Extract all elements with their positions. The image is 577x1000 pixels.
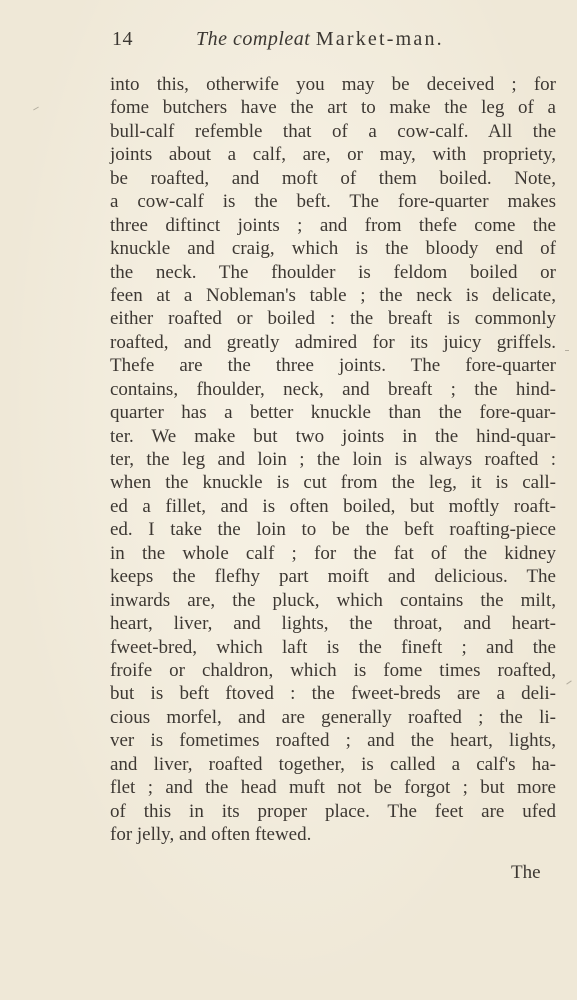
text-line: and liver, roafted together, is called a calf's ha- xyxy=(110,753,556,775)
text-line: in the whole calf ; for the fat of the kidney xyxy=(110,542,556,564)
text-line: feen at a Nobleman's table ; the neck is delicate, xyxy=(110,284,556,306)
text-line: but is beft ftoved : the fweet-breds are a deli- xyxy=(110,683,556,705)
page-number: 14 xyxy=(112,28,133,50)
text-line: three diftinct joints ; and from thefe come the xyxy=(110,214,556,236)
text-line: either roafted or boiled : the breaft is commonly xyxy=(110,308,556,330)
text-line: into this, otherwife you may be deceived ; for xyxy=(110,74,556,95)
text-line: when the knuckle is cut from the leg, it is call- xyxy=(110,472,556,494)
text-line: ed a fillet, and is often boiled, but moftly roaft- xyxy=(110,495,556,517)
catchword: The xyxy=(511,862,541,883)
text-line: ed. I take the loin to be the beft roafting-piece xyxy=(110,519,556,541)
text-line: a cow-calf is the beft. The fore-quarter makes xyxy=(110,191,556,213)
text-line: quarter has a better knuckle than the fore-quar- xyxy=(110,402,556,424)
paper-speck xyxy=(565,350,569,351)
text-line: of this in its proper place. The feet are ufed xyxy=(110,800,556,822)
body-text xyxy=(110,73,558,846)
text-line: froife or chaldron, which is fome times roafted, xyxy=(110,659,556,681)
running-title-italic: The compleat xyxy=(196,28,311,50)
text-line: knuckle and craig, which is the bloody end of xyxy=(110,238,556,260)
running-title-caps: Market-man. xyxy=(315,28,444,50)
text-line: keeps the flefhy part moift and delicious. The xyxy=(110,566,556,588)
text-line: ter, the leg and loin ; the loin is always roafted : xyxy=(110,449,556,470)
text-line: the neck. The fhoulder is feldom boiled or xyxy=(110,261,556,283)
text-line: contains, fhoulder, neck, and breaft ; the hind- xyxy=(110,378,556,400)
text-line: roafted, and greatly admired for its juicy griffels. xyxy=(110,331,556,353)
text-line: Thefe are the three joints. The fore-quarter xyxy=(110,355,556,377)
paper-speck xyxy=(566,680,571,684)
text-line: be roafted, and moft of them boiled. Note, xyxy=(110,167,556,189)
text-line: heart, liver, and lights, the throat, and heart- xyxy=(110,613,556,635)
text-line: fweet-bred, which laft is the fineft ; and the xyxy=(110,636,556,658)
text-line: cious morfel, and are generally roafted ; the li- xyxy=(110,706,556,728)
text-line: inwards are, the pluck, which contains the milt, xyxy=(110,589,556,611)
text-line: ver is fometimes roafted ; and the heart, lights, xyxy=(110,730,556,752)
text-line: ter. We make but two joints in the hind-quar- xyxy=(110,425,556,447)
text-line: bull-calf refemble that of a cow-calf. All the xyxy=(110,120,556,142)
running-header xyxy=(112,28,472,58)
text-line: for jelly, and often ftewed. xyxy=(110,824,312,845)
text-line: fome butchers have the art to make the leg of a xyxy=(110,97,556,119)
paper-speck xyxy=(33,107,39,111)
text-line: flet ; and the head muft not be forgot ; but more xyxy=(110,777,556,799)
running-title xyxy=(196,28,444,51)
text-line: joints about a calf, are, or may, with propriety, xyxy=(110,144,556,166)
